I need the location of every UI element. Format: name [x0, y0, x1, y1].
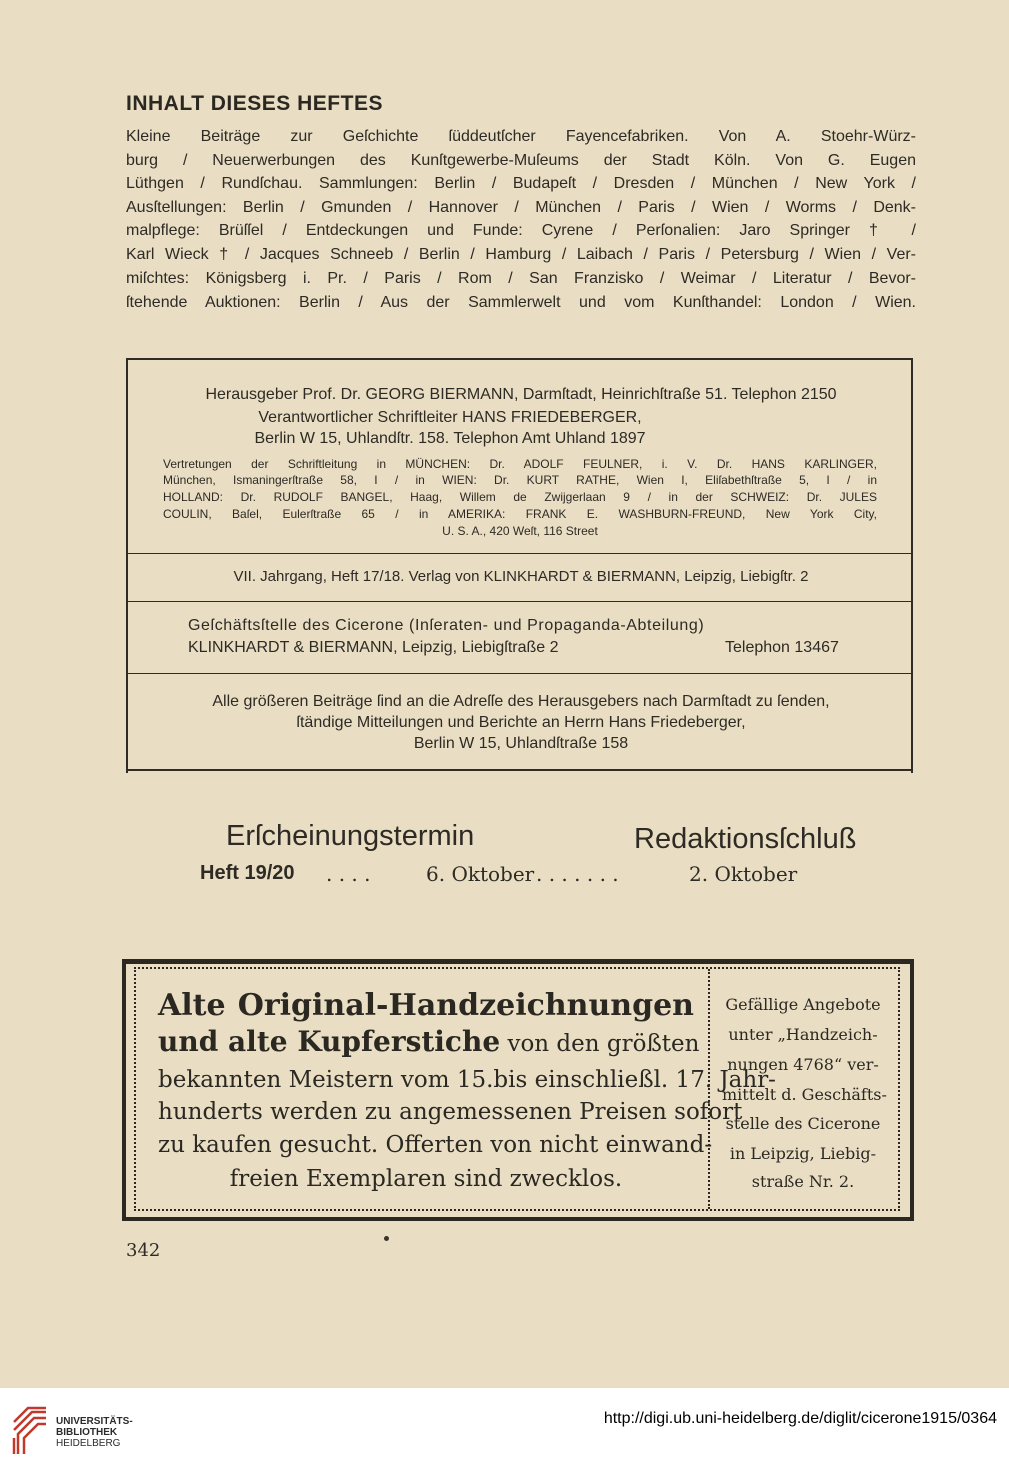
divider: [126, 769, 913, 771]
ad-contact-line: unter „Handzeich-: [728, 1025, 878, 1044]
library-name-line: HEIDELBERG: [56, 1438, 121, 1449]
divider: [126, 553, 911, 554]
contents-line: miſchtes: Königsberg i. Pr. / Paris / Rom / San Franzisko / Weimar / Literatur / Bevor-: [126, 270, 916, 287]
editor-address: Berlin W 15, Uhlandſtr. 158. Telephon Amt Uhland 1897: [254, 430, 646, 447]
contents-line: Karl Wieck † / Jacques Schneeb / Berlin / Hamburg / Laibach / Paris / Petersburg / Wien / Ver-: [126, 246, 916, 263]
publisher-line: Herausgeber Prof. Dr. GEORG BIERMANN, Darmſtadt, Heinrichſtraße 51. Telephon 2150: [205, 386, 837, 403]
ink-dot: [384, 1236, 389, 1241]
divider: [126, 601, 911, 602]
contents-line: Ausſtellungen: Berlin / Gmunden / Hannover / München / Paris / Wien / Worms / Denk-: [126, 199, 916, 216]
contributions-line: Berlin W 15, Uhlandſtraße 158: [413, 735, 629, 752]
editor-line: Verantwortlicher Schriftleiter HANS FRIEDEBERGER,: [258, 409, 642, 426]
release-date-heading: Erſcheinungstermin: [226, 820, 475, 852]
contributions-line: Alle größeren Beiträge ſind an die Adreſſe des Herausgebers nach Darmſtadt zu ſenden,: [212, 693, 830, 710]
ad-body-line: bekannten Meistern vom 15.bis einschließl. 17. Jahr-: [158, 1067, 776, 1093]
ad-body-line: freien Exemplaren sind zwecklos.: [229, 1166, 623, 1192]
footer-bar: [0, 1388, 1009, 1469]
leader-dots: . . . .: [326, 862, 371, 886]
office-line: Geſchäftsſtelle des Cicerone (Inſeraten- und Propaganda-Abteilung): [188, 617, 705, 634]
ad-contact-line: mittelt d. Geschäfts-: [722, 1085, 887, 1104]
deadline-heading: Redaktionsſchluß: [634, 823, 857, 855]
ad-contact-line: Gefällige Angebote: [725, 995, 881, 1014]
contents-line: burg / Neuerwerbungen des Kunſtgewerbe-Muſeums der Stadt Köln. Von G. Eugen: [126, 152, 916, 169]
ad-contact-line: straße Nr. 2.: [751, 1172, 855, 1191]
contents-heading: INHALT DIESES HEFTES: [126, 92, 383, 115]
issue-label: Heft 19/20: [200, 862, 295, 884]
contributions-line: ſtändige Mitteilungen und Berichte an Herrn Hans Friedeberger,: [296, 714, 746, 731]
ad-headline: Alte Original-Handzeichnungen: [158, 988, 694, 1023]
office-telephone: Telephon 13467: [725, 639, 839, 656]
representatives-line: COULIN, Baſel, Eulerſtraße 65 / in AMERIKA: FRANK E. WASHBURN-FREUND, New York City,: [163, 507, 877, 521]
ad-headline-rest: von den größten: [507, 1031, 700, 1057]
ad-headline-bold: und alte Kupferstiche: [158, 1025, 501, 1058]
ad-body-line: hunderts werden zu angemessenen Preisen sofort: [158, 1099, 743, 1125]
ad-contact-line: nungen 4768“ ver-: [727, 1055, 879, 1074]
ad-contact-line: stelle des Cicerone: [725, 1114, 881, 1133]
permalink-url[interactable]: http://digi.ub.uni-heidelberg.de/diglit/cicerone1915/0364: [603, 1410, 997, 1427]
ad-contact-line: in Leipzig, Liebig-: [729, 1144, 877, 1163]
volume-line: VII. Jahrgang, Heft 17/18. Verlag von KLINKHARDT & BIERMANN, Leipzig, Liebigſtr. 2: [233, 568, 809, 585]
ad-headline-2: [158, 1025, 700, 1058]
representatives-line: U. S. A., 420 Weſt, 116 Street: [442, 524, 598, 538]
ad-body-line: zu kaufen gesucht. Offerten von nicht einwand-: [158, 1132, 713, 1158]
deadline-date: 2. Oktober: [689, 862, 798, 886]
contents-line: malpflege: Brüſſel / Entdeckungen und Funde: Cyrene / Perſonalien: Jaro Springer † /: [126, 222, 916, 239]
contents-line: Kleine Beiträge zur Geſchichte ſüddeutſcher Fayencefabriken. Von A. Stoehr-Würz-: [126, 128, 916, 145]
representatives-line: HOLLAND: Dr. RUDOLF BANGEL, Haag, Willem de Zwijgerlaan 9 / in der SCHWEIZ: Dr. JULES: [163, 490, 877, 504]
representatives-line: München, Ismaningerſtraße 58, I / in WIEN: Dr. KURT RATHE, Wien I, Eliſabethſtraße 5, I / in: [163, 473, 877, 487]
office-address: KLINKHARDT & BIERMANN, Leipzig, Liebigſtraße 2: [188, 639, 559, 656]
leader-dots: . . . . . . .: [536, 862, 619, 886]
representatives-line: Vertretungen der Schriftleitung in MÜNCHEN: Dr. ADOLF FEULNER, i. V. Dr. HANS KARLINGER,: [163, 457, 877, 471]
library-name-line: UNIVERSITÄTS-: [56, 1416, 133, 1427]
contents-line: ſtehende Auktionen: Berlin / Aus der Sammlerwelt und vom Kunſthandel: London / Wien.: [126, 294, 916, 311]
library-logo-icon: [10, 1404, 50, 1458]
divider: [126, 358, 913, 360]
contents-line: Lüthgen / Rundſchau. Sammlungen: Berlin / Budapeſt / Dresden / München / New York /: [126, 175, 916, 192]
divider: [126, 673, 911, 674]
page-number: 342: [126, 1240, 161, 1261]
library-name-line: BIBLIOTHEK: [56, 1427, 118, 1438]
release-date: 6. Oktober: [426, 862, 535, 886]
library-name: [56, 1416, 133, 1449]
